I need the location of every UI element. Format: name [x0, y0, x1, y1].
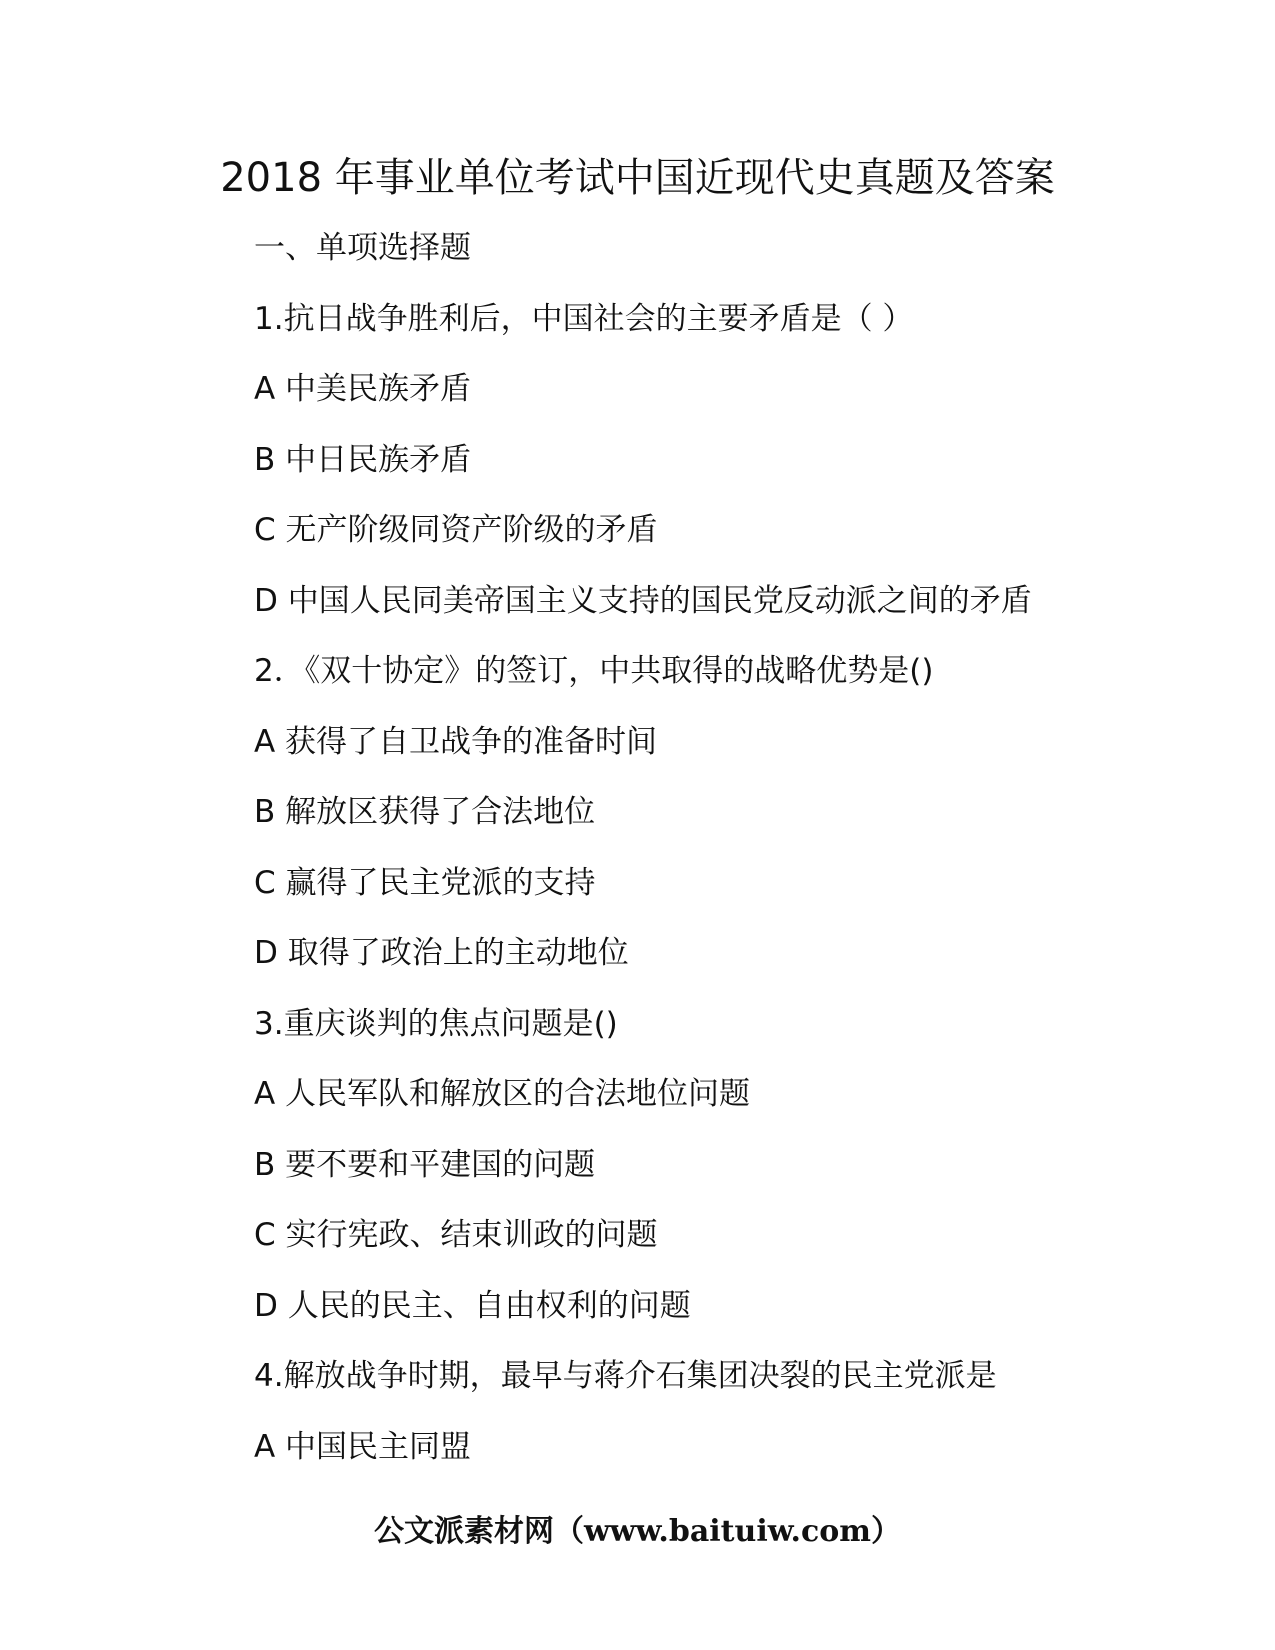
question-3-option-a: A 人民军队和解放区的合法地位问题: [254, 1076, 751, 1112]
question-2-option-d: D 取得了政治上的主动地位: [254, 935, 629, 971]
question-2-option-c: C 赢得了民主党派的支持: [254, 864, 596, 901]
section-heading: 一、单项选择题: [254, 230, 471, 266]
page-footer-watermark: 公文派素材网（www.baituiw.com）: [373, 1514, 902, 1549]
question-4: 4.解放战争时期，最早与蒋介石集团决裂的民主党派是: [254, 1358, 997, 1394]
question-4-option-a: A 中国民主同盟: [254, 1428, 472, 1465]
question-3: 3.重庆谈判的焦点问题是(): [254, 1005, 618, 1042]
question-1-option-d: D 中国人民同美帝国主义支持的国民党反动派之间的矛盾: [254, 582, 1032, 619]
question-2-option-a: A 获得了自卫战争的准备时间: [254, 723, 658, 760]
question-3-option-b: B 要不要和平建国的问题: [254, 1146, 596, 1183]
question-1-option-c: C 无产阶级同资产阶级的矛盾: [254, 512, 658, 548]
question-2-option-b: B 解放区获得了合法地位: [254, 794, 596, 830]
document-title: 2018 年事业单位考试中国近现代史真题及答案: [220, 155, 1055, 201]
question-1-option-b: B 中日民族矛盾: [254, 441, 472, 478]
question-3-option-d: D 人民的民主、自由权利的问题: [254, 1287, 691, 1324]
question-3-option-c: C 实行宪政、结束训政的问题: [254, 1217, 658, 1253]
question-2: 2．《双十协定》的签订，中共取得的战略优势是(): [254, 653, 934, 689]
question-1: 1.抗日战争胜利后，中国社会的主要矛盾是（ ）: [254, 300, 914, 337]
question-1-option-a: A 中美民族矛盾: [254, 371, 472, 407]
document-body: [254, 226, 1254, 1495]
